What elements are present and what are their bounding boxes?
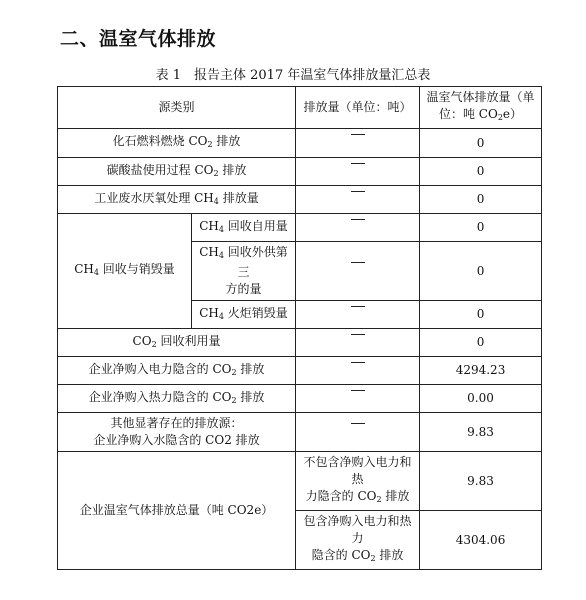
row-label: 企业净购入电力隐含的 $CO_2$ 排放 [58, 357, 296, 385]
table-row [58, 452, 542, 511]
row-label: $CH_4$ 火炬销毁量 [192, 301, 296, 329]
row-label: 包含净购入电力和热力 隐含的 $CO_2$ 排放 [296, 511, 420, 570]
row-label: 其他显著存在的排放源： 企业净购入水隐含的 CO2 排放 [58, 413, 296, 452]
table-row [58, 385, 542, 413]
row-amount [296, 186, 420, 214]
table-row [58, 413, 542, 452]
row-value: 0 [420, 158, 542, 186]
group-label: $CH_4$ 回收与销毁量 [58, 214, 192, 329]
row-value: 0 [420, 301, 542, 329]
row-value: 0.00 [420, 385, 542, 413]
dash-mark [351, 306, 365, 324]
dash-mark [351, 334, 365, 352]
dash-mark [351, 219, 365, 237]
table-caption: 表 1 报告主体 2017 年温室气体排放量汇总表 [155, 68, 431, 83]
row-value: 4304.06 [420, 511, 542, 570]
row-amount [296, 214, 420, 242]
table-row [58, 129, 542, 158]
table-row [58, 214, 542, 242]
row-value: 9.83 [420, 452, 542, 511]
row-value: 9.83 [420, 413, 542, 452]
dash-mark [351, 163, 365, 181]
row-label: 企业净购入热力隐含的 $CO_2$ 排放 [58, 385, 296, 413]
dash-mark [351, 262, 365, 280]
row-value: 4294.23 [420, 357, 542, 385]
row-amount [296, 242, 420, 301]
dash-mark [351, 423, 365, 441]
row-label: 工业废水厌氧处理 $CH_4$ 排放量 [58, 186, 296, 214]
row-label: 化石燃料燃烧 $CO_2$ 排放 [58, 129, 296, 158]
row-label: $CH_4$ 回收自用量 [192, 214, 296, 242]
dash-mark [351, 134, 365, 152]
table-row [58, 186, 542, 214]
row-amount [296, 329, 420, 357]
row-value: 0 [420, 214, 542, 242]
row-amount [296, 385, 420, 413]
total-label: 企业温室气体排放总量（吨 CO2e） [58, 452, 296, 570]
table-row [58, 357, 542, 385]
row-value: 0 [420, 129, 542, 158]
table-row [58, 329, 542, 357]
row-value: 0 [420, 242, 542, 301]
row-label: $CH_4$ 回收外供第三 方的量 [192, 242, 296, 301]
table-row [58, 158, 542, 186]
emissions-summary-table [57, 86, 542, 570]
row-amount [296, 129, 420, 158]
dash-mark [351, 390, 365, 408]
row-value: 0 [420, 329, 542, 357]
row-value: 0 [420, 186, 542, 214]
header-amount: 排放量（单位：吨） [296, 87, 420, 129]
row-amount [296, 158, 420, 186]
row-amount [296, 301, 420, 329]
header-ghg: 温室气体排放量（单 位：吨 $CO_2e$） [420, 87, 542, 129]
row-amount [296, 413, 420, 452]
header-source: 源类别 [58, 87, 296, 129]
dash-mark [351, 191, 365, 209]
row-label: 碳酸盐使用过程 $CO_2$ 排放 [58, 158, 296, 186]
section-heading: 二、温室气体排放 [60, 28, 217, 50]
table-header-row [58, 87, 542, 129]
row-amount [296, 357, 420, 385]
dash-mark [351, 362, 365, 380]
row-label: $CO_2$ 回收利用量 [58, 329, 296, 357]
row-label: 不包含净购入电力和热 力隐含的 $CO_2$ 排放 [296, 452, 420, 511]
